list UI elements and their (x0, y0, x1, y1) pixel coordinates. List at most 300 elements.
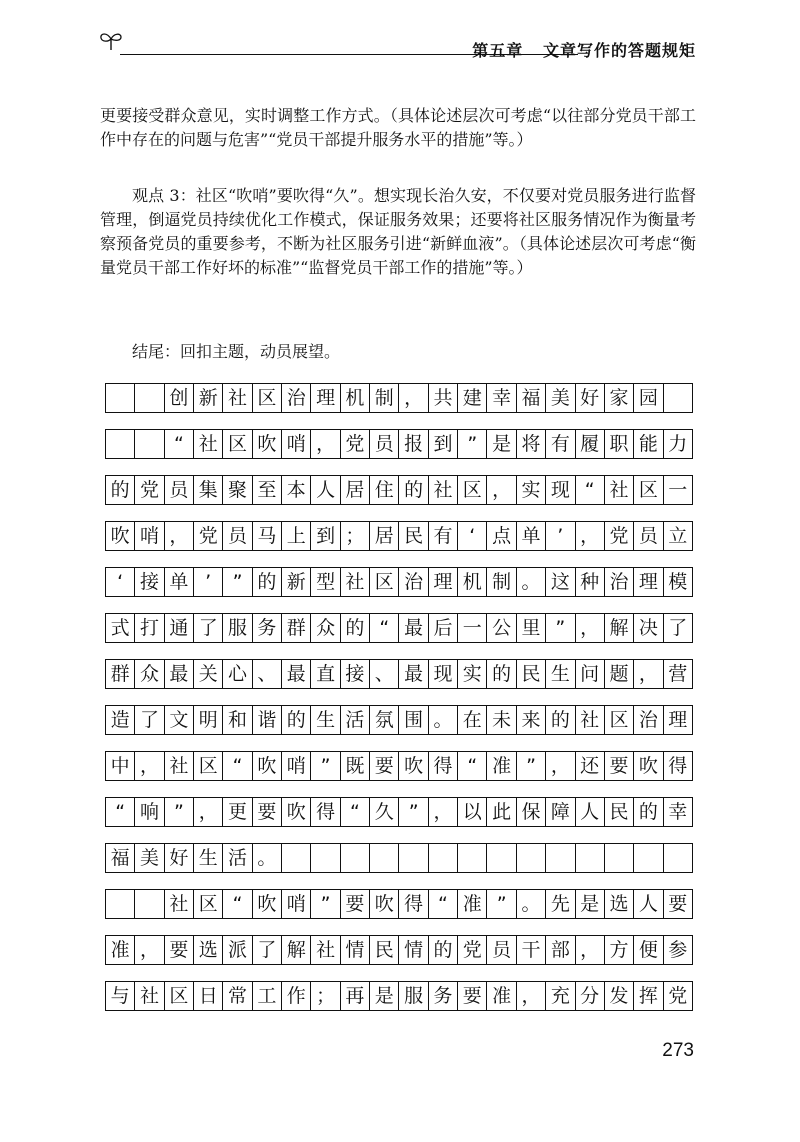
grid-cell: 公 (487, 614, 516, 642)
grid-cell: 既 (341, 752, 370, 780)
grid-cell: 现 (429, 660, 458, 688)
grid-cell: 保 (517, 798, 546, 826)
grid-cell: 员 (223, 522, 252, 550)
grid-cell: 常 (223, 982, 252, 1010)
grid-cell: 的 (487, 660, 516, 688)
grid-cell: 社 (576, 706, 605, 734)
grid-cell: 员 (370, 430, 399, 458)
grid-cell (106, 890, 135, 918)
grid-cell: 单 (165, 568, 194, 596)
grid-cell: 还 (576, 752, 605, 780)
grid-cell: 是 (487, 430, 516, 458)
grid-cell: 共 (429, 384, 458, 412)
grid-cell: 工 (253, 982, 282, 1010)
grid-cell: 园 (634, 384, 663, 412)
grid-cell: “ (165, 430, 194, 458)
grid-cell: 本 (282, 476, 311, 504)
grid-row (105, 475, 693, 505)
grid-cell: 众 (311, 614, 340, 642)
grid-cell: 。 (429, 706, 458, 734)
grid-cell: 单 (517, 522, 546, 550)
grid-cell: 久 (370, 798, 399, 826)
grid-cell: 有 (546, 430, 575, 458)
grid-cell: 吹 (370, 890, 399, 918)
grid-cell: 再 (341, 982, 370, 1010)
grid-cell: 式 (106, 614, 135, 642)
grid-row (105, 659, 693, 689)
grid-cell: 服 (399, 982, 428, 1010)
grid-row (105, 843, 693, 873)
grid-cell: 员 (487, 936, 516, 964)
grid-cell: 制 (487, 568, 516, 596)
grid-cell: 活 (223, 844, 252, 872)
grid-cell: 吹 (253, 890, 282, 918)
grid-cell (546, 844, 575, 872)
grid-cell: ” (399, 798, 428, 826)
grid-cell: 好 (576, 384, 605, 412)
grid-cell: ‘ (458, 522, 487, 550)
grid-cell: 便 (634, 936, 663, 964)
grid-cell: 力 (664, 430, 693, 458)
grid-cell: 吹 (253, 430, 282, 458)
grid-cell: 分 (576, 982, 605, 1010)
grid-cell: 障 (546, 798, 575, 826)
grid-cell: 社 (165, 752, 194, 780)
grid-cell: 要 (341, 890, 370, 918)
grid-cell: 这 (546, 568, 575, 596)
grid-cell: 氛 (370, 706, 399, 734)
grid-cell: 区 (223, 430, 252, 458)
grid-cell: 报 (399, 430, 428, 458)
grid-cell: ， (576, 614, 605, 642)
grid-cell: 方 (605, 936, 634, 964)
grid-cell: 家 (605, 384, 634, 412)
grid-cell: 党 (605, 522, 634, 550)
grid-cell: 得 (399, 890, 428, 918)
grid-cell: 治 (634, 706, 663, 734)
grid-cell: 生 (546, 660, 575, 688)
grid-cell (664, 844, 693, 872)
grid-cell: 社 (311, 936, 340, 964)
grid-cell: 党 (458, 936, 487, 964)
grid-cell: 要 (253, 798, 282, 826)
grid-cell: 理 (311, 384, 340, 412)
grid-cell: 上 (282, 522, 311, 550)
grid-cell: 来 (517, 706, 546, 734)
grid-cell: “ (458, 752, 487, 780)
grid-cell: 人 (634, 890, 663, 918)
chapter-title: 文章写作的答题规矩 (542, 41, 696, 60)
running-header (98, 28, 696, 68)
grid-cell: 了 (253, 936, 282, 964)
grid-cell: 了 (135, 706, 164, 734)
grid-cell: 社 (605, 476, 634, 504)
grid-cell (634, 844, 663, 872)
grid-cell: 参 (664, 936, 693, 964)
grid-cell: 、 (253, 660, 282, 688)
grid-cell: 区 (253, 384, 282, 412)
grid-row (105, 613, 693, 643)
grid-cell: ” (311, 890, 340, 918)
grid-cell: 马 (253, 522, 282, 550)
grid-cell: 的 (429, 936, 458, 964)
header-title (472, 38, 696, 61)
grid-row (105, 429, 693, 459)
grid-cell (106, 384, 135, 412)
grid-cell (517, 844, 546, 872)
grid-cell: ” (165, 798, 194, 826)
grid-cell: ， (546, 752, 575, 780)
grid-cell: 务 (429, 982, 458, 1010)
grid-cell: 最 (282, 660, 311, 688)
grid-cell: 围 (399, 706, 428, 734)
grid-cell: 的 (399, 476, 428, 504)
grid-cell: 理 (634, 568, 663, 596)
grid-cell: 造 (106, 706, 135, 734)
grid-cell: 员 (165, 476, 194, 504)
grid-cell: 有 (429, 522, 458, 550)
grid-cell: 美 (135, 844, 164, 872)
grid-cell: 社 (135, 982, 164, 1010)
grid-cell: 里 (517, 614, 546, 642)
grid-cell: ” (487, 890, 516, 918)
grid-cell: 区 (634, 476, 663, 504)
grid-cell: 实 (517, 476, 546, 504)
grid-cell: 发 (605, 982, 634, 1010)
grid-cell (106, 430, 135, 458)
sprout-icon (98, 30, 124, 52)
grid-cell: 一 (664, 476, 693, 504)
grid-cell: 哨 (282, 752, 311, 780)
grid-cell: 民 (517, 660, 546, 688)
paragraph-3: 结尾：回扣主题，动员展望。 (132, 342, 341, 361)
grid-cell: ” (311, 752, 340, 780)
grid-cell: 新 (282, 568, 311, 596)
grid-cell: 人 (311, 476, 340, 504)
grid-cell: ； (311, 982, 340, 1010)
grid-cell: 干 (517, 936, 546, 964)
grid-cell: ， (135, 752, 164, 780)
grid-cell: “ (576, 476, 605, 504)
grid-cell: 实 (458, 660, 487, 688)
grid-cell: 区 (194, 752, 223, 780)
grid-cell: 民 (370, 936, 399, 964)
grid-cell: 的 (341, 614, 370, 642)
grid-cell (458, 844, 487, 872)
grid-cell (370, 844, 399, 872)
grid-cell: 挥 (634, 982, 663, 1010)
grid-cell (135, 890, 164, 918)
grid-cell: 吹 (106, 522, 135, 550)
grid-cell: 选 (194, 936, 223, 964)
grid-cell: 社 (194, 430, 223, 458)
grid-cell: 治 (399, 568, 428, 596)
grid-cell: 生 (311, 706, 340, 734)
grid-cell: ， (634, 660, 663, 688)
grid-cell (576, 844, 605, 872)
grid-cell: 在 (458, 706, 487, 734)
grid-cell: 创 (165, 384, 194, 412)
grid-cell: 选 (605, 890, 634, 918)
grid-cell: 哨 (282, 890, 311, 918)
grid-cell: 的 (282, 706, 311, 734)
grid-cell: 履 (576, 430, 605, 458)
grid-cell: 务 (253, 614, 282, 642)
grid-row (105, 797, 693, 827)
grid-cell: 未 (487, 706, 516, 734)
grid-cell: ， (399, 384, 428, 412)
grid-cell: 哨 (282, 430, 311, 458)
grid-cell: 关 (194, 660, 223, 688)
grid-cell: 要 (605, 752, 634, 780)
grid-cell: 是 (576, 890, 605, 918)
grid-cell: 。 (517, 568, 546, 596)
grid-cell: 制 (370, 384, 399, 412)
grid-cell: 能 (634, 430, 663, 458)
paragraph-1: 更要接受群众意见，实时调整工作方式。（具体论述层次可考虑“以往部分党员干部工作中存在的问题与危害”“党员干部提升服务水平的措施”等。） (100, 106, 696, 149)
grid-cell: 要 (458, 982, 487, 1010)
grid-cell: 治 (605, 568, 634, 596)
grid-cell: 治 (282, 384, 311, 412)
grid-cell: 与 (106, 982, 135, 1010)
grid-cell: “ (106, 798, 135, 826)
grid-cell: 幸 (664, 798, 693, 826)
grid-cell: 的 (253, 568, 282, 596)
grid-cell: ’ (546, 522, 575, 550)
grid-cell (135, 430, 164, 458)
grid-cell: 了 (194, 614, 223, 642)
grid-cell: ’ (194, 568, 223, 596)
grid-cell: 到 (429, 430, 458, 458)
grid-cell: 谐 (253, 706, 282, 734)
grid-row (105, 889, 693, 919)
grid-cell (311, 844, 340, 872)
grid-cell: 服 (223, 614, 252, 642)
grid-cell: ， (311, 430, 340, 458)
grid-cell: 问 (576, 660, 605, 688)
grid-cell: 聚 (223, 476, 252, 504)
grid-row (105, 567, 693, 597)
grid-cell: 响 (135, 798, 164, 826)
grid-cell: 的 (546, 706, 575, 734)
grid-cell: 福 (106, 844, 135, 872)
grid-cell: 民 (605, 798, 634, 826)
grid-row (105, 751, 693, 781)
grid-cell: 党 (341, 430, 370, 458)
chapter-label: 第五章 (472, 41, 524, 60)
grid-cell: 党 (135, 476, 164, 504)
grid-cell: ” (517, 752, 546, 780)
grid-cell: 作 (282, 982, 311, 1010)
grid-cell: 集 (194, 476, 223, 504)
grid-cell: 将 (517, 430, 546, 458)
grid-cell: 情 (341, 936, 370, 964)
grid-cell: ， (576, 936, 605, 964)
grid-cell: 文 (165, 706, 194, 734)
grid-cell: 后 (429, 614, 458, 642)
grid-cell: 题 (605, 660, 634, 688)
grid-cell: 吹 (253, 752, 282, 780)
grid-cell: 群 (282, 614, 311, 642)
grid-cell: 情 (399, 936, 428, 964)
grid-cell (664, 384, 693, 412)
grid-row (105, 383, 693, 413)
grid-cell: 要 (165, 936, 194, 964)
grid-row (105, 981, 693, 1011)
grid-cell: 种 (576, 568, 605, 596)
grid-cell (341, 844, 370, 872)
grid-cell: 一 (458, 614, 487, 642)
grid-cell: 心 (223, 660, 252, 688)
grid-cell: 机 (458, 568, 487, 596)
grid-cell: 众 (135, 660, 164, 688)
grid-cell (429, 844, 458, 872)
grid-cell: 更 (223, 798, 252, 826)
grid-cell: “ (370, 614, 399, 642)
grid-cell (487, 844, 516, 872)
grid-cell: 吹 (399, 752, 428, 780)
grid-cell: 中 (106, 752, 135, 780)
grid-cell: 接 (341, 660, 370, 688)
grid-cell: 型 (311, 568, 340, 596)
grid-cell: 建 (458, 384, 487, 412)
grid-cell: ， (429, 798, 458, 826)
grid-cell: 模 (664, 568, 693, 596)
grid-cell: 理 (664, 706, 693, 734)
grid-cell: 和 (223, 706, 252, 734)
grid-cell: 的 (634, 798, 663, 826)
grid-cell: 立 (664, 522, 693, 550)
grid-cell: 接 (135, 568, 164, 596)
grid-cell: 直 (311, 660, 340, 688)
grid-cell: 最 (165, 660, 194, 688)
grid-cell: 理 (429, 568, 458, 596)
grid-cell: 准 (487, 752, 516, 780)
grid-cell (605, 844, 634, 872)
grid-cell: 先 (546, 890, 575, 918)
grid-cell: ， (135, 936, 164, 964)
grid-cell: 通 (165, 614, 194, 642)
grid-cell: “ (341, 798, 370, 826)
grid-cell: 得 (664, 752, 693, 780)
grid-cell: 社 (165, 890, 194, 918)
grid-row (105, 705, 693, 735)
grid-cell: 到 (311, 522, 340, 550)
grid-cell: 要 (370, 752, 399, 780)
grid-cell: 最 (399, 660, 428, 688)
grid-cell: 最 (399, 614, 428, 642)
grid-cell: 社 (341, 568, 370, 596)
grid-cell: 得 (429, 752, 458, 780)
grid-cell: 以 (458, 798, 487, 826)
grid-cell: 。 (253, 844, 282, 872)
grid-cell: ” (458, 430, 487, 458)
grid-cell: 点 (487, 522, 516, 550)
grid-cell: 准 (458, 890, 487, 918)
paragraph-2: 观点 3：社区“吹哨”要吹得“久”。想实现长治久安，不仅要对党员服务进行监督管理，倒逼党员持续优化工作模式，保证服务效果；还要将社区服务情况作为衡量考察预备党员的重要参考，不断为社区服务引进“新鲜血液”。（具体论述层次可考虑“衡量党员干部工作好坏的标准”“监督党员干部工作的措施”等。） (100, 186, 696, 277)
grid-cell: 解 (605, 614, 634, 642)
grid-cell: “ (223, 752, 252, 780)
grid-cell: 居 (341, 476, 370, 504)
grid-cell: 解 (282, 936, 311, 964)
grid-cell: “ (223, 890, 252, 918)
grid-cell: 职 (605, 430, 634, 458)
grid-cell: 员 (634, 522, 663, 550)
grid-cell: ， (487, 476, 516, 504)
grid-cell: 明 (194, 706, 223, 734)
grid-cell: 此 (487, 798, 516, 826)
grid-cell: 民 (399, 522, 428, 550)
grid-cell: 得 (311, 798, 340, 826)
grid-cell: 人 (576, 798, 605, 826)
grid-cell: 新 (194, 384, 223, 412)
grid-cell: 福 (517, 384, 546, 412)
grid-cell: 。 (517, 890, 546, 918)
grid-cell: 部 (546, 936, 575, 964)
grid-cell: 派 (223, 936, 252, 964)
grid-cell: 哨 (135, 522, 164, 550)
grid-cell: 区 (458, 476, 487, 504)
grid-cell: ” (546, 614, 575, 642)
grid-cell: 住 (370, 476, 399, 504)
grid-cell: 区 (605, 706, 634, 734)
grid-cell: 吹 (634, 752, 663, 780)
grid-cell: 决 (634, 614, 663, 642)
grid-cell: 社 (429, 476, 458, 504)
grid-cell (135, 384, 164, 412)
grid-cell: ； (341, 522, 370, 550)
grid-cell: 日 (194, 982, 223, 1010)
grid-cell: 吹 (282, 798, 311, 826)
grid-cell: 了 (664, 614, 693, 642)
grid-cell: ‘ (106, 568, 135, 596)
grid-cell: 、 (370, 660, 399, 688)
grid-cell (399, 844, 428, 872)
grid-cell: 生 (194, 844, 223, 872)
grid-row (105, 521, 693, 551)
grid-cell: 要 (664, 890, 693, 918)
grid-cell: 区 (370, 568, 399, 596)
grid-cell: 现 (546, 476, 575, 504)
grid-cell: ， (576, 522, 605, 550)
grid-cell: 机 (341, 384, 370, 412)
grid-cell: ” (223, 568, 252, 596)
grid-cell: 的 (106, 476, 135, 504)
page-number: 273 (662, 1040, 694, 1061)
grid-cell: 党 (194, 522, 223, 550)
grid-cell: ， (165, 522, 194, 550)
grid-cell: 打 (135, 614, 164, 642)
grid-cell: 社 (223, 384, 252, 412)
grid-cell: 至 (253, 476, 282, 504)
grid-cell: 幸 (487, 384, 516, 412)
grid-cell: 充 (546, 982, 575, 1010)
grid-cell: ， (517, 982, 546, 1010)
grid-cell: 美 (546, 384, 575, 412)
grid-cell: 是 (370, 982, 399, 1010)
grid-cell: 营 (664, 660, 693, 688)
grid-cell: 好 (165, 844, 194, 872)
grid-cell: 区 (165, 982, 194, 1010)
grid-cell: “ (429, 890, 458, 918)
grid-cell: 准 (487, 982, 516, 1010)
grid-cell: 活 (341, 706, 370, 734)
grid-cell: 群 (106, 660, 135, 688)
grid-cell: 居 (370, 522, 399, 550)
grid-cell: ， (194, 798, 223, 826)
grid-cell: 区 (194, 890, 223, 918)
grid-cell: 准 (106, 936, 135, 964)
